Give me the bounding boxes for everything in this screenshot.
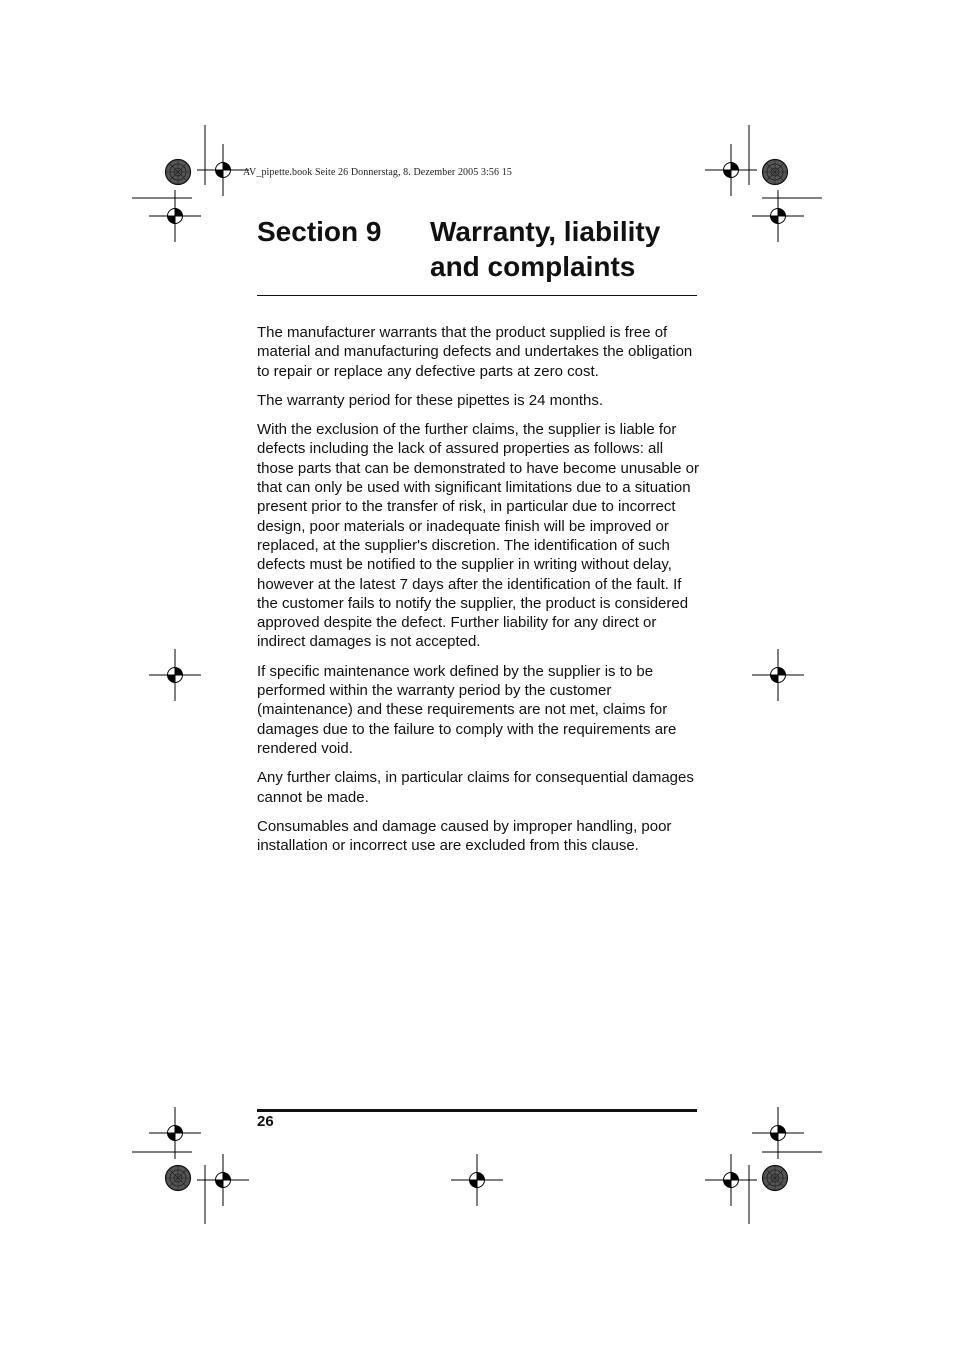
paragraph: With the exclusion of the further claims, the supplier is liable for defects including the lack of assured properties as follows: all those parts that can be demonstrated to have become unusable or that can only be used with significant limitations due to a situation present prior to the transfer of risk, in particular due to incorrect design, poor materials or inadequate finish will be improved or replaced, at the supplier's discretion. The identification of such defects must be notified to the supplier in writing without delay, however at the latest 7 days after the identification of the fault. If the customer fails to notify the supplier, the product is considered approved despite the defect. Further liability for any direct or indirect damages is not accepted. [257,421,699,651]
registration-mark-icon [149,649,201,701]
paragraph: If specific maintenance work defined by the supplier is to be performed within the warranty period by the customer (maintenance) and these requirements are not met, claims for damages due to the failure to comply with the requirements are rendered void. [257,662,677,757]
paragraph: Consumables and damage caused by improper handling, poor installation or incorrect use are excluded from this clause. [257,817,672,855]
section-number: Section 9 [257,216,382,247]
paragraph: The manufacturer warrants that the product supplied is free of material and manufacturing defects and undertakes the obligation to repair or replace any defective parts at zero cost. [257,324,693,380]
registration-mark-icon [149,1107,201,1159]
title-divider [257,295,697,296]
registration-mark-icon [752,1107,804,1159]
footer-divider [257,1109,697,1112]
registration-mark-icon [752,649,804,701]
star-target-icon [763,160,788,185]
section-title: Warranty, liability and complaints [430,216,661,282]
print-slug-line: AV_pipette.book Seite 26 Donnerstag, 8. Dezember 2005 3:56 15 [243,167,512,178]
body-text [257,323,701,865]
star-target-icon [763,1166,788,1191]
paragraph: The warranty period for these pipettes is 24 months. [257,391,604,409]
page-number: 26 [257,1113,274,1130]
registration-mark-icon [451,1154,503,1206]
paragraph: Any further claims, in particular claims for consequential damages cannot be made. [257,769,694,806]
star-target-icon [166,160,191,185]
star-target-icon [166,1166,191,1191]
